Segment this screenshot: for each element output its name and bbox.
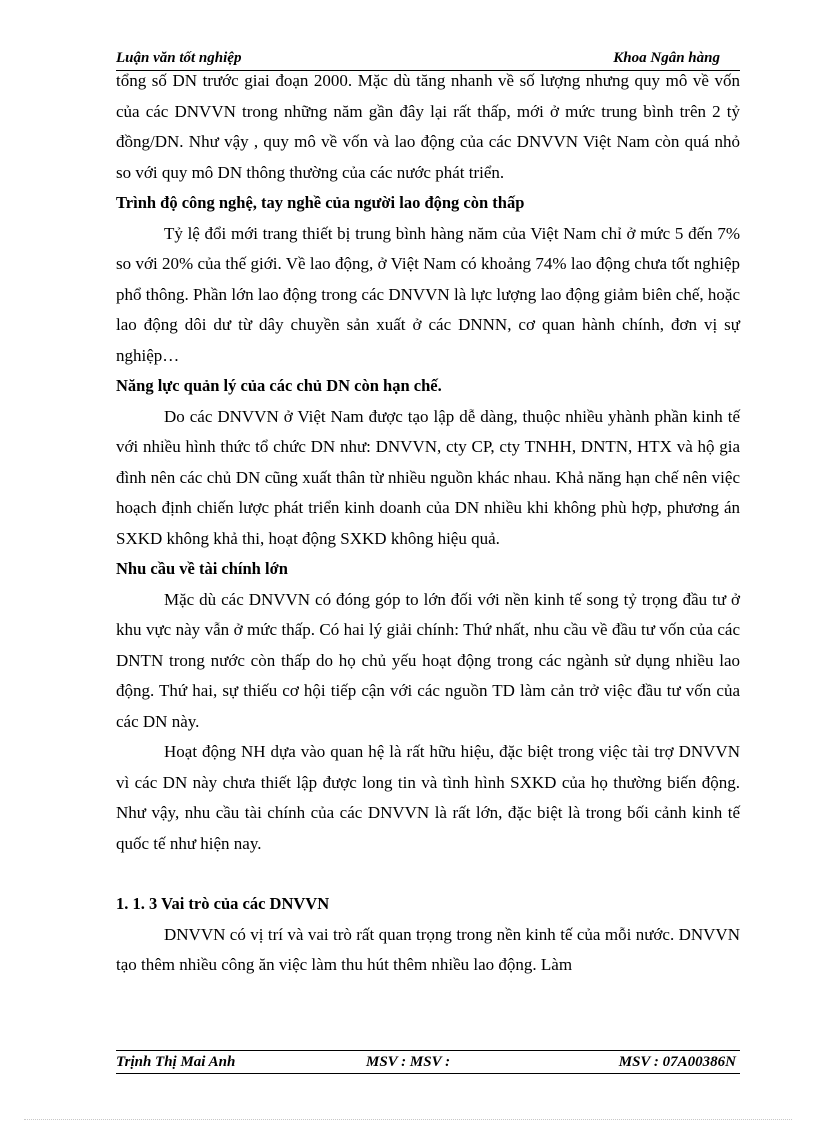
paragraph-2: Tỷ lệ đổi mới trang thiết bị trung bình hàng năm của Việt Nam chỉ ở mức 5 đến 7% so với 20% của thế giới. Về lao động, ở Việt Nam có khoảng 74% lao động chưa tốt nghiệp phổ thông. Phần lớn lao động trong các DNVVN là lực lượng lao động giảm biên chế, hoặc lao động dôi dư từ dây chuyền sản xuất ở các DNNN, cơ quan hành chính, đơn vị sự nghiệp… <box>116 223 740 365</box>
paragraph-4: Mặc dù các DNVVN có đóng góp to lớn đối với nền kinh tế song tỷ trọng đầu tư ở khu vực này vẫn ở mức thấp. Có hai lý giải chính: Thứ nhất, nhu cầu về đầu tư vốn của các DNTN trong nước còn thấp do họ chủ yếu hoạt động trong các ngành sử dụng nhiều lao động. Thứ hai, sự thiếu cơ hội tiếp cận với các nguồn TD làm cản trở việc đầu tư vốn của các DN này. <box>116 589 740 731</box>
footer-msv-label: MSV : MSV : <box>366 1054 451 1070</box>
paragraph-3: Do các DNVVN ở Việt Nam được tạo lập dễ dàng, thuộc nhiều yhành phần kinh tế với nhiều hình thức tổ chức DN như: DNVVN, cty CP, cty TNHH, DNTN, HTX và hộ gia đình nên các chủ DN cũng xuất thân từ nhiều nguồn khác nhau. Khả năng hạn chế nên việc hoạch định chiến lược phát triển kinh doanh của DN nhiều khi không phù hợp, phương án SXKD không khả thi, hoạt động SXKD không hiệu quả. <box>116 406 740 548</box>
footer-author: Trịnh Thị Mai Anh <box>116 1054 236 1070</box>
header-faculty-label: Khoa Ngân hàng <box>613 50 720 66</box>
footer-msv-value: MSV : 07A00386N <box>618 1054 736 1070</box>
paragraph-6: DNVVN có vị trí và vai trò rất quan trọng trong nền kinh tế của mỗi nước. DNVVN tạo thêm nhiều công ăn việc làm thu hút thêm nhiều lao động. Làm <box>116 924 740 974</box>
heading-technology-level: Trình độ công nghệ, tay nghề của người lao động còn thấp <box>116 193 525 212</box>
section-heading-role: 1. 1. 3 Vai trò của các DNVVN <box>116 894 330 913</box>
heading-financial-needs: Nhu cầu về tài chính lớn <box>116 559 288 578</box>
document-body <box>116 66 740 981</box>
page-footer <box>116 1050 740 1074</box>
heading-management-capacity: Năng lực quản lý của các chủ DN còn hạn chế. <box>116 376 442 395</box>
header-thesis-label: Luận văn tốt nghiệp <box>116 50 242 66</box>
section-gap <box>116 859 740 889</box>
paragraph-5: Hoạt động NH dựa vào quan hệ là rất hữu hiệu, đặc biệt trong việc tài trợ DNVVN vì các DN này chưa thiết lập được long tin và tình hình SXKD của họ thường biến động. Như vậy, nhu cầu tài chính của các DNVVN là rất lớn, đặc biệt là trong bối cảnh kinh tế quốc tế như hiện nay. <box>116 742 740 853</box>
paragraph-1: tổng số DN trước giai đoạn 2000. Mặc dù tăng nhanh về số lượng nhưng quy mô về vốn của các DNVVN trong những năm gần đây lại rất thấp, mới ở mức trung bình trên 2 tỷ đồng/DN. Như vậy , quy mô về vốn và lao động của các DNVVN Việt Nam còn quá nhỏ so với quy mô DN thông thường của các nước phát triển. <box>116 71 740 182</box>
page-bottom-dotted-line <box>24 1119 792 1120</box>
